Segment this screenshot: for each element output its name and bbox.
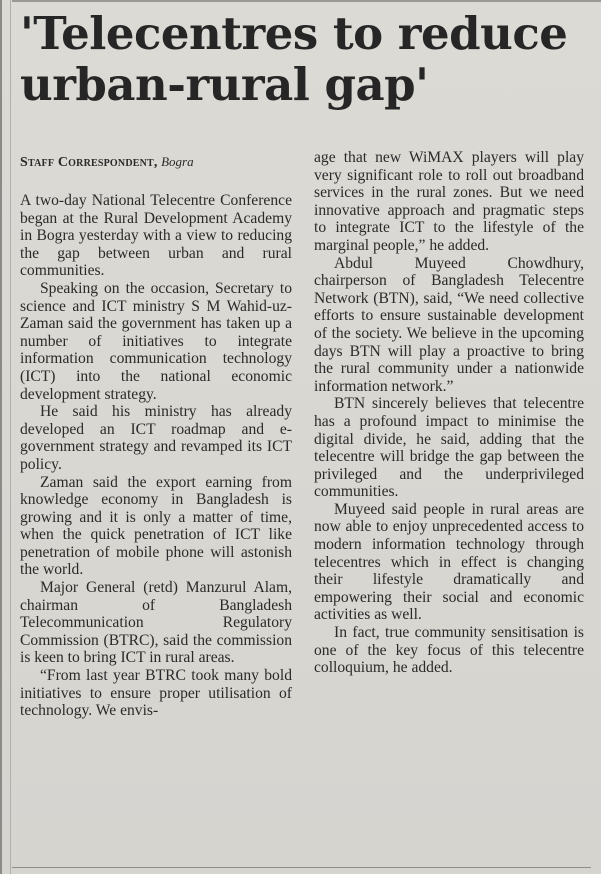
- headline: 'Telecentres to reduce urban-rural gap': [20, 7, 568, 111]
- article-column-right: [314, 149, 584, 677]
- paragraph: Muyeed said people in rural areas are now able to enjoy unprecedented access to modern information technology through telecentres which in effect is changing their lifestyle dramatically and empowering their social and economic activities as well.: [314, 500, 584, 624]
- paragraph: A two-day National Telecentre Conference began at the Rural Development Academy in Bogra yesterday with a view to reducing the gap between urban and rural communities.: [20, 192, 292, 280]
- paragraph: In fact, true community sensitisation is one of the key focus of this telecentre colloquium, he added.: [314, 624, 584, 677]
- byline-place: Bogra: [161, 154, 194, 169]
- paragraph: Speaking on the occasion, Secretary to science and ICT ministry S M Wahid-uz-Zaman said the government has taken up a number of initiatives to integrate information communication technology (ICT) into the national economic development strategy.: [20, 279, 292, 403]
- left-column-rule: [10, 0, 11, 874]
- paragraph: Major General (retd) Manzurul Alam, chairman of Bangladesh Telecommunication Regulatory Commission (BTRC), said the commission is keen to bring ICT in rural areas.: [20, 579, 292, 667]
- paragraph: He said his ministry has already developed an ICT roadmap and e-government strategy and revamped its ICT policy.: [20, 403, 292, 473]
- bottom-rule: [12, 867, 591, 868]
- top-rule: [12, 0, 601, 2]
- paragraph: Abdul Muyeed Chowdhury, chairperson of Bangladesh Telecentre Network (BTN), said, “We need collective efforts to ensure sustainable development of the society. We believe in the upcoming days BTN will play a proactive to bring the rural community under a nationwide information network.”: [314, 254, 584, 395]
- article-column-left: [20, 153, 292, 720]
- paragraph: age that new WiMAX players will play very significant role to roll out broadband services in the rural zones. But we need innovative approach and pragmatic steps to integrate ICT to the lifestyle of the marginal people,” he added.: [314, 149, 584, 254]
- byline-name: Staff Correspondent,: [20, 155, 158, 170]
- paragraph: Zaman said the export earning from knowledge economy in Bangladesh is growing and it is only a matter of time, when the quick penetration of ICT like penetration of mobile phone will astonish the world.: [20, 473, 292, 579]
- byline: [20, 153, 292, 171]
- paragraph: BTN sincerely believes that telecentre has a profound impact to minimise the digital divide, he said, adding that the telecentre will bridge the gap between the privileged and the underprivileged communities.: [314, 395, 584, 501]
- paragraph: “From last year BTRC took many bold initiatives to ensure proper utilisation of technology. We envis-: [20, 667, 292, 720]
